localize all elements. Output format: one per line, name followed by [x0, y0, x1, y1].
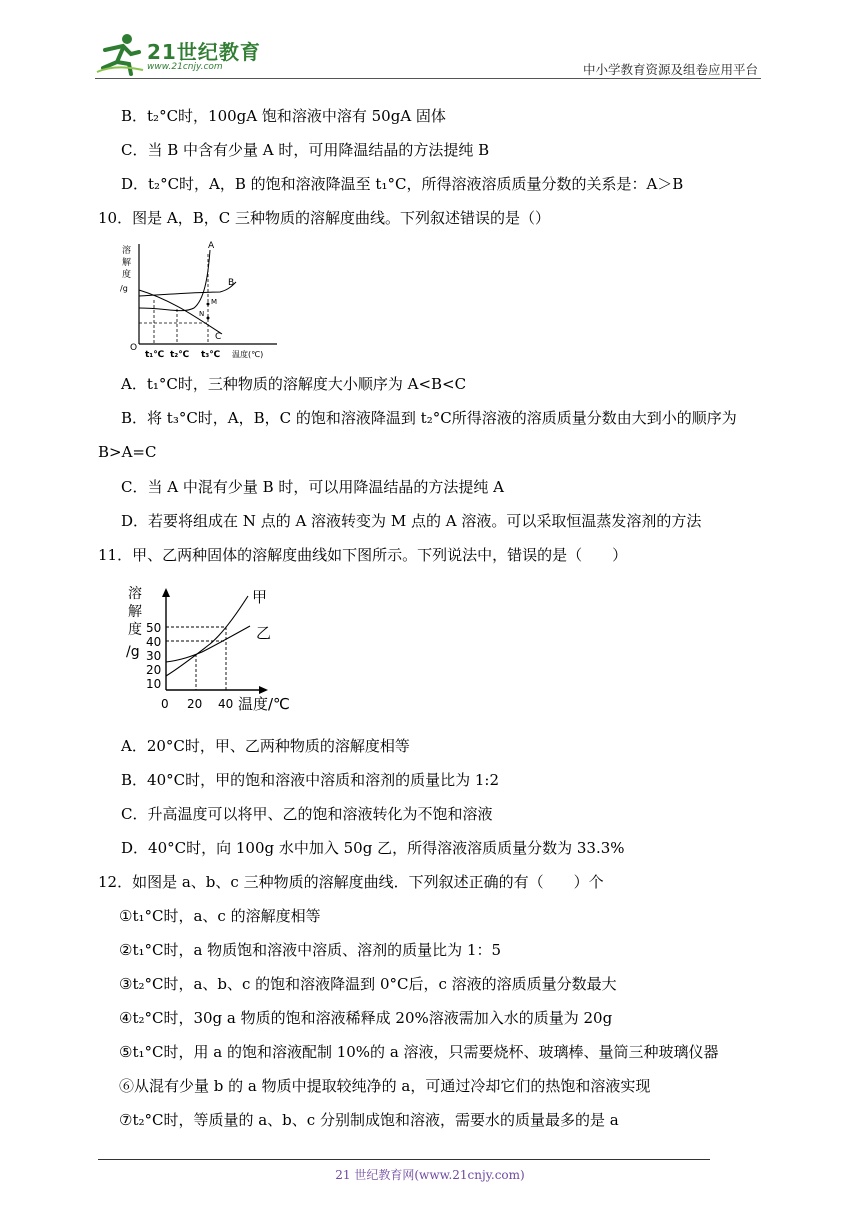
q10-curve-a	[139, 250, 210, 311]
q10-ylabel-1: 溶	[122, 246, 132, 256]
footer-divider	[98, 1159, 710, 1160]
q11-ytick-40: 40	[146, 635, 162, 649]
q11-xlabel: 温度/℃	[238, 695, 290, 713]
logo-url: www.21cnjy.com	[147, 62, 223, 72]
q11-ytick-30: 30	[146, 649, 162, 663]
q12-stem: 12．如图是 a、b、c 三种物质的溶解度曲线．下列叙述正确的有（ ）个	[98, 873, 604, 891]
header-divider	[95, 78, 761, 79]
q10-curve-c-label: C	[215, 332, 222, 342]
footer-link[interactable]: 21 世纪教育网(www.21cnjy.com)	[335, 1168, 525, 1182]
q12-item-6: ⑥从混有少量 b 的 a 物质中提取较纯净的 a，可通过冷却它们的热饱和溶液实现	[119, 1077, 651, 1095]
q11-solubility-chart	[122, 580, 302, 716]
q10-option-b-continued: B>A=C	[98, 443, 157, 461]
q12-item-2: ②t₁°C时，a 物质饱和溶液中溶质、溶剂的质量比为 1：5	[119, 941, 502, 959]
q10-curve-b-label: B	[228, 278, 235, 288]
logo-text: 21世纪教育	[147, 40, 261, 64]
q11-xtick-20: 20	[187, 697, 203, 711]
q11-option-d: D．40°C时，向 100g 水中加入 50g 乙，所得溶液溶质质量分数为 33.3%	[121, 839, 625, 857]
q10-ylabel-2: 解	[122, 258, 132, 268]
q11-curve-yi	[166, 626, 250, 662]
q11-ylabel-2: 解	[128, 604, 142, 620]
q10-xtick-t2: t₂℃	[170, 350, 190, 360]
q12-item-3: ③t₂°C时，a、b、c 的饱和溶液降温到 0°C后，c 溶液的溶质质量分数最大	[119, 975, 617, 993]
q10-option-d: D．若要将组成在 N 点的 A 溶液转变为 M 点的 A 溶液。可以采取恒温蒸发溶剂的方法	[121, 512, 702, 530]
q11-xtick-0: 0	[161, 697, 169, 711]
q10-curve-a-label: A	[208, 241, 215, 251]
q11-option-b: B．40°C时，甲的饱和溶液中溶质和溶剂的质量比为 1:2	[121, 771, 499, 789]
platform-name: 中小学教育资源及组卷应用平台	[582, 62, 758, 77]
q10-xtick-t1: t₁℃	[145, 350, 165, 360]
q11-ylabel-3: 度	[128, 622, 142, 638]
q10-ylabel-3: 度	[122, 270, 132, 280]
runner-logo-icon	[95, 32, 145, 76]
q9-option-b: B．t₂°C时，100gA 饱和溶液中溶有 50gA 固体	[121, 107, 446, 125]
site-logo[interactable]	[95, 30, 275, 76]
q11-ytick-10: 10	[146, 677, 162, 691]
q10-point-n-label: N	[199, 310, 205, 318]
q10-solubility-chart	[112, 238, 282, 364]
q11-ylabel-1: 溶	[128, 586, 142, 602]
page-header	[95, 30, 760, 78]
q11-ylabel-4: /g	[126, 644, 140, 660]
q10-origin: O	[130, 343, 138, 353]
q10-curve-c	[139, 290, 222, 334]
q10-ylabel-4: /g	[120, 284, 128, 293]
q11-curve-jia	[166, 596, 248, 676]
q9-option-c: C．当 B 中含有少量 A 时，可用降温结晶的方法提纯 B	[121, 141, 490, 159]
q9-option-d: D．t₂°C时，A，B 的饱和溶液降温至 t₁°C，所得溶液溶质质量分数的关系是：A＞B	[121, 175, 684, 193]
q12-item-1: ①t₁°C时，a、c 的溶解度相等	[119, 907, 321, 925]
q11-curve-jia-label: 甲	[252, 588, 268, 606]
q11-xtick-40: 40	[218, 697, 234, 711]
q11-ytick-20: 20	[146, 663, 162, 677]
q11-stem: 11．甲、乙两种固体的溶解度曲线如下图所示。下列说法中，错误的是（ ）	[98, 546, 628, 564]
q11-curve-yi-label: 乙	[256, 624, 272, 642]
q10-curve-b	[139, 282, 236, 296]
q11-option-c: C．升高温度可以将甲、乙的饱和溶液转化为不饱和溶液	[121, 805, 493, 823]
q10-option-c: C．当 A 中混有少量 B 时，可以用降温结晶的方法提纯 A	[121, 478, 505, 496]
q12-item-4: ④t₂°C时，30g a 物质的饱和溶液稀释成 20%溶液需加入水的质量为 20g	[119, 1009, 613, 1027]
q11-ytick-50: 50	[146, 621, 162, 635]
q10-option-b: B．将 t₃°C时，A，B，C 的饱和溶液降温到 t₂°C所得溶液的溶质质量分数由大到小的顺序为	[121, 409, 737, 427]
q10-xtick-t3: t₃℃	[201, 350, 221, 360]
q12-item-5: ⑤t₁°C时，用 a 的饱和溶液配制 10%的 a 溶液，只需要烧杯、玻璃棒、量筒三种玻璃仪器	[119, 1043, 719, 1061]
q11-option-a: A．20°C时，甲、乙两种物质的溶解度相等	[121, 737, 410, 755]
q12-item-7: ⑦t₂°C时，等质量的 a、b、c 分别制成饱和溶液，需要水的质量最多的是 a	[119, 1111, 619, 1129]
q10-option-a: A．t₁°C时，三种物质的溶解度大小顺序为 A<B<C	[121, 375, 467, 393]
q10-point-m-label: M	[211, 298, 218, 306]
q10-xlabel: 温度(℃)	[232, 350, 264, 359]
q10-stem: 10．图是 A，B，C 三种物质的溶解度曲线。下列叙述错误的是（）	[98, 209, 550, 227]
